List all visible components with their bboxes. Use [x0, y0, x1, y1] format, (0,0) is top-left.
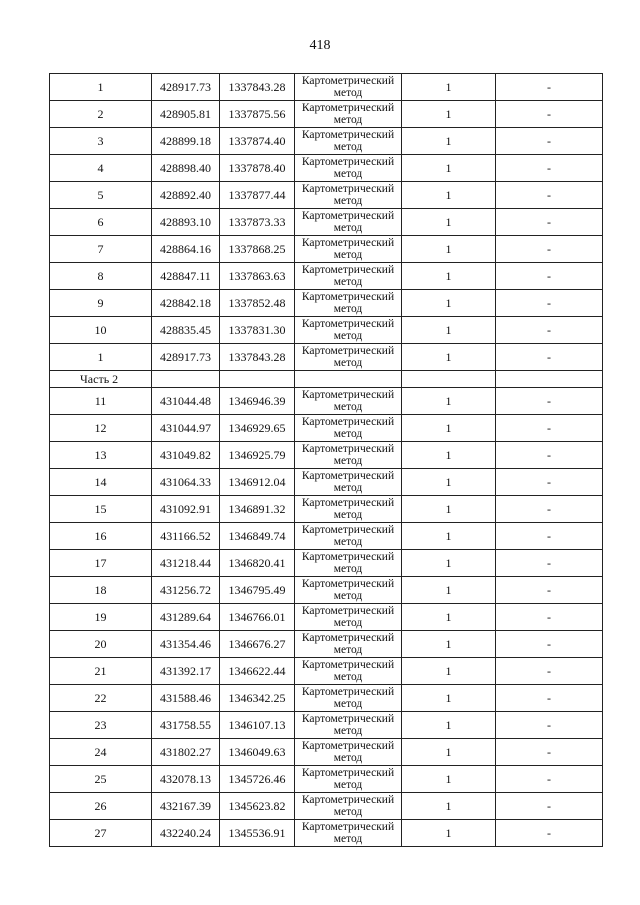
precision-cell: 1 — [402, 209, 496, 236]
x-coordinate-cell: 432167.39 — [152, 793, 220, 820]
point-number-cell: 12 — [50, 415, 152, 442]
point-number-cell: 24 — [50, 739, 152, 766]
method-cell: Картометрический метод — [295, 577, 402, 604]
note-cell: - — [496, 739, 603, 766]
point-number-cell: 23 — [50, 712, 152, 739]
point-number-cell: 25 — [50, 766, 152, 793]
table-row — [50, 469, 603, 496]
point-number-cell: 26 — [50, 793, 152, 820]
table-row — [50, 685, 603, 712]
method-cell: Картометрический метод — [295, 344, 402, 371]
precision-cell: 1 — [402, 766, 496, 793]
empty-cell — [402, 371, 496, 388]
part-label: Часть 2 — [50, 371, 152, 388]
y-coordinate-cell: 1346049.63 — [220, 739, 295, 766]
note-cell: - — [496, 496, 603, 523]
precision-cell: 1 — [402, 155, 496, 182]
method-cell: Картометрический метод — [295, 263, 402, 290]
precision-cell: 1 — [402, 182, 496, 209]
point-number-cell: 10 — [50, 317, 152, 344]
note-cell: - — [496, 631, 603, 658]
point-number-cell: 5 — [50, 182, 152, 209]
method-cell: Картометрический метод — [295, 604, 402, 631]
point-number-cell: 17 — [50, 550, 152, 577]
note-cell: - — [496, 712, 603, 739]
y-coordinate-cell: 1345726.46 — [220, 766, 295, 793]
note-cell: - — [496, 101, 603, 128]
y-coordinate-cell: 1346622.44 — [220, 658, 295, 685]
precision-cell: 1 — [402, 236, 496, 263]
precision-cell: 1 — [402, 388, 496, 415]
note-cell: - — [496, 128, 603, 155]
table-row — [50, 577, 603, 604]
y-coordinate-cell: 1337877.44 — [220, 182, 295, 209]
precision-cell: 1 — [402, 101, 496, 128]
precision-cell: 1 — [402, 793, 496, 820]
table-row — [50, 209, 603, 236]
note-cell: - — [496, 209, 603, 236]
table-row — [50, 415, 603, 442]
y-coordinate-cell: 1337868.25 — [220, 236, 295, 263]
note-cell: - — [496, 469, 603, 496]
precision-cell: 1 — [402, 469, 496, 496]
table-row — [50, 344, 603, 371]
note-cell: - — [496, 317, 603, 344]
method-cell: Картометрический метод — [295, 74, 402, 101]
x-coordinate-cell: 431758.55 — [152, 712, 220, 739]
table-row — [50, 604, 603, 631]
method-cell: Картометрический метод — [295, 739, 402, 766]
precision-cell: 1 — [402, 344, 496, 371]
method-cell: Картометрический метод — [295, 388, 402, 415]
point-number-cell: 4 — [50, 155, 152, 182]
y-coordinate-cell: 1337873.33 — [220, 209, 295, 236]
x-coordinate-cell: 428917.73 — [152, 74, 220, 101]
note-cell: - — [496, 523, 603, 550]
precision-cell: 1 — [402, 128, 496, 155]
table-row — [50, 658, 603, 685]
x-coordinate-cell: 431354.46 — [152, 631, 220, 658]
y-coordinate-cell: 1337878.40 — [220, 155, 295, 182]
method-cell: Картометрический метод — [295, 685, 402, 712]
page-number: 418 — [309, 38, 331, 53]
x-coordinate-cell: 428899.18 — [152, 128, 220, 155]
note-cell: - — [496, 155, 603, 182]
table-row — [50, 317, 603, 344]
coordinates-table — [49, 73, 603, 847]
y-coordinate-cell: 1346929.65 — [220, 415, 295, 442]
x-coordinate-cell: 428898.40 — [152, 155, 220, 182]
precision-cell: 1 — [402, 820, 496, 847]
y-coordinate-cell: 1337863.63 — [220, 263, 295, 290]
table-row — [50, 820, 603, 847]
part-heading-row — [50, 371, 603, 388]
table-row — [50, 74, 603, 101]
table-row — [50, 739, 603, 766]
table-row — [50, 523, 603, 550]
table-row — [50, 128, 603, 155]
y-coordinate-cell: 1345623.82 — [220, 793, 295, 820]
x-coordinate-cell: 431049.82 — [152, 442, 220, 469]
x-coordinate-cell: 431044.48 — [152, 388, 220, 415]
note-cell: - — [496, 766, 603, 793]
note-cell: - — [496, 577, 603, 604]
y-coordinate-cell: 1346891.32 — [220, 496, 295, 523]
x-coordinate-cell: 431166.52 — [152, 523, 220, 550]
point-number-cell: 6 — [50, 209, 152, 236]
y-coordinate-cell: 1337831.30 — [220, 317, 295, 344]
table-row — [50, 793, 603, 820]
note-cell: - — [496, 820, 603, 847]
precision-cell: 1 — [402, 550, 496, 577]
y-coordinate-cell: 1346820.41 — [220, 550, 295, 577]
precision-cell: 1 — [402, 577, 496, 604]
point-number-cell: 9 — [50, 290, 152, 317]
method-cell: Картометрический метод — [295, 712, 402, 739]
table-row — [50, 290, 603, 317]
method-cell: Картометрический метод — [295, 766, 402, 793]
table-row — [50, 101, 603, 128]
empty-cell — [220, 371, 295, 388]
precision-cell: 1 — [402, 685, 496, 712]
method-cell: Картометрический метод — [295, 415, 402, 442]
empty-cell — [496, 371, 603, 388]
table-row — [50, 236, 603, 263]
y-coordinate-cell: 1346912.04 — [220, 469, 295, 496]
note-cell: - — [496, 415, 603, 442]
y-coordinate-cell: 1346107.13 — [220, 712, 295, 739]
x-coordinate-cell: 431092.91 — [152, 496, 220, 523]
point-number-cell: 20 — [50, 631, 152, 658]
point-number-cell: 11 — [50, 388, 152, 415]
x-coordinate-cell: 428905.81 — [152, 101, 220, 128]
point-number-cell: 13 — [50, 442, 152, 469]
x-coordinate-cell: 428842.18 — [152, 290, 220, 317]
precision-cell: 1 — [402, 712, 496, 739]
x-coordinate-cell: 431289.64 — [152, 604, 220, 631]
precision-cell: 1 — [402, 290, 496, 317]
point-number-cell: 21 — [50, 658, 152, 685]
method-cell: Картометрический метод — [295, 550, 402, 577]
x-coordinate-cell: 432078.13 — [152, 766, 220, 793]
y-coordinate-cell: 1346676.27 — [220, 631, 295, 658]
note-cell: - — [496, 442, 603, 469]
table-row — [50, 712, 603, 739]
note-cell: - — [496, 685, 603, 712]
empty-cell — [152, 371, 220, 388]
empty-cell — [295, 371, 402, 388]
method-cell: Картометрический метод — [295, 101, 402, 128]
method-cell: Картометрический метод — [295, 820, 402, 847]
x-coordinate-cell: 431064.33 — [152, 469, 220, 496]
point-number-cell: 1 — [50, 74, 152, 101]
method-cell: Картометрический метод — [295, 128, 402, 155]
point-number-cell: 2 — [50, 101, 152, 128]
x-coordinate-cell: 431802.27 — [152, 739, 220, 766]
precision-cell: 1 — [402, 739, 496, 766]
precision-cell: 1 — [402, 658, 496, 685]
method-cell: Картометрический метод — [295, 209, 402, 236]
table-row — [50, 631, 603, 658]
y-coordinate-cell: 1337843.28 — [220, 74, 295, 101]
method-cell: Картометрический метод — [295, 442, 402, 469]
y-coordinate-cell: 1337875.56 — [220, 101, 295, 128]
precision-cell: 1 — [402, 263, 496, 290]
precision-cell: 1 — [402, 442, 496, 469]
point-number-cell: 15 — [50, 496, 152, 523]
table-row — [50, 496, 603, 523]
table-row — [50, 182, 603, 209]
method-cell: Картометрический метод — [295, 793, 402, 820]
precision-cell: 1 — [402, 496, 496, 523]
precision-cell: 1 — [402, 415, 496, 442]
y-coordinate-cell: 1346925.79 — [220, 442, 295, 469]
note-cell: - — [496, 74, 603, 101]
method-cell: Картометрический метод — [295, 317, 402, 344]
method-cell: Картометрический метод — [295, 496, 402, 523]
method-cell: Картометрический метод — [295, 236, 402, 263]
y-coordinate-cell: 1346946.39 — [220, 388, 295, 415]
point-number-cell: 19 — [50, 604, 152, 631]
note-cell: - — [496, 388, 603, 415]
table-row — [50, 766, 603, 793]
method-cell: Картометрический метод — [295, 469, 402, 496]
table-row — [50, 388, 603, 415]
method-cell: Картометрический метод — [295, 290, 402, 317]
x-coordinate-cell: 432240.24 — [152, 820, 220, 847]
point-number-cell: 16 — [50, 523, 152, 550]
note-cell: - — [496, 344, 603, 371]
table-row — [50, 263, 603, 290]
point-number-cell: 14 — [50, 469, 152, 496]
x-coordinate-cell: 428917.73 — [152, 344, 220, 371]
table-row — [50, 155, 603, 182]
x-coordinate-cell: 428893.10 — [152, 209, 220, 236]
y-coordinate-cell: 1337843.28 — [220, 344, 295, 371]
method-cell: Картометрический метод — [295, 155, 402, 182]
table-row — [50, 550, 603, 577]
point-number-cell: 18 — [50, 577, 152, 604]
note-cell: - — [496, 793, 603, 820]
x-coordinate-cell: 428864.16 — [152, 236, 220, 263]
precision-cell: 1 — [402, 631, 496, 658]
y-coordinate-cell: 1346342.25 — [220, 685, 295, 712]
note-cell: - — [496, 182, 603, 209]
point-number-cell: 22 — [50, 685, 152, 712]
note-cell: - — [496, 658, 603, 685]
point-number-cell: 7 — [50, 236, 152, 263]
y-coordinate-cell: 1346766.01 — [220, 604, 295, 631]
point-number-cell: 27 — [50, 820, 152, 847]
y-coordinate-cell: 1346795.49 — [220, 577, 295, 604]
precision-cell: 1 — [402, 74, 496, 101]
method-cell: Картометрический метод — [295, 658, 402, 685]
precision-cell: 1 — [402, 523, 496, 550]
y-coordinate-cell: 1345536.91 — [220, 820, 295, 847]
method-cell: Картометрический метод — [295, 631, 402, 658]
x-coordinate-cell: 428835.45 — [152, 317, 220, 344]
point-number-cell: 3 — [50, 128, 152, 155]
x-coordinate-cell: 431044.97 — [152, 415, 220, 442]
note-cell: - — [496, 236, 603, 263]
note-cell: - — [496, 290, 603, 317]
point-number-cell: 8 — [50, 263, 152, 290]
y-coordinate-cell: 1337874.40 — [220, 128, 295, 155]
note-cell: - — [496, 263, 603, 290]
note-cell: - — [496, 550, 603, 577]
table-row — [50, 442, 603, 469]
x-coordinate-cell: 428847.11 — [152, 263, 220, 290]
precision-cell: 1 — [402, 604, 496, 631]
x-coordinate-cell: 431392.17 — [152, 658, 220, 685]
x-coordinate-cell: 431256.72 — [152, 577, 220, 604]
point-number-cell: 1 — [50, 344, 152, 371]
coordinates-table-body — [50, 74, 603, 847]
y-coordinate-cell: 1337852.48 — [220, 290, 295, 317]
x-coordinate-cell: 431218.44 — [152, 550, 220, 577]
method-cell: Картометрический метод — [295, 182, 402, 209]
y-coordinate-cell: 1346849.74 — [220, 523, 295, 550]
note-cell: - — [496, 604, 603, 631]
method-cell: Картометрический метод — [295, 523, 402, 550]
x-coordinate-cell: 431588.46 — [152, 685, 220, 712]
x-coordinate-cell: 428892.40 — [152, 182, 220, 209]
precision-cell: 1 — [402, 317, 496, 344]
